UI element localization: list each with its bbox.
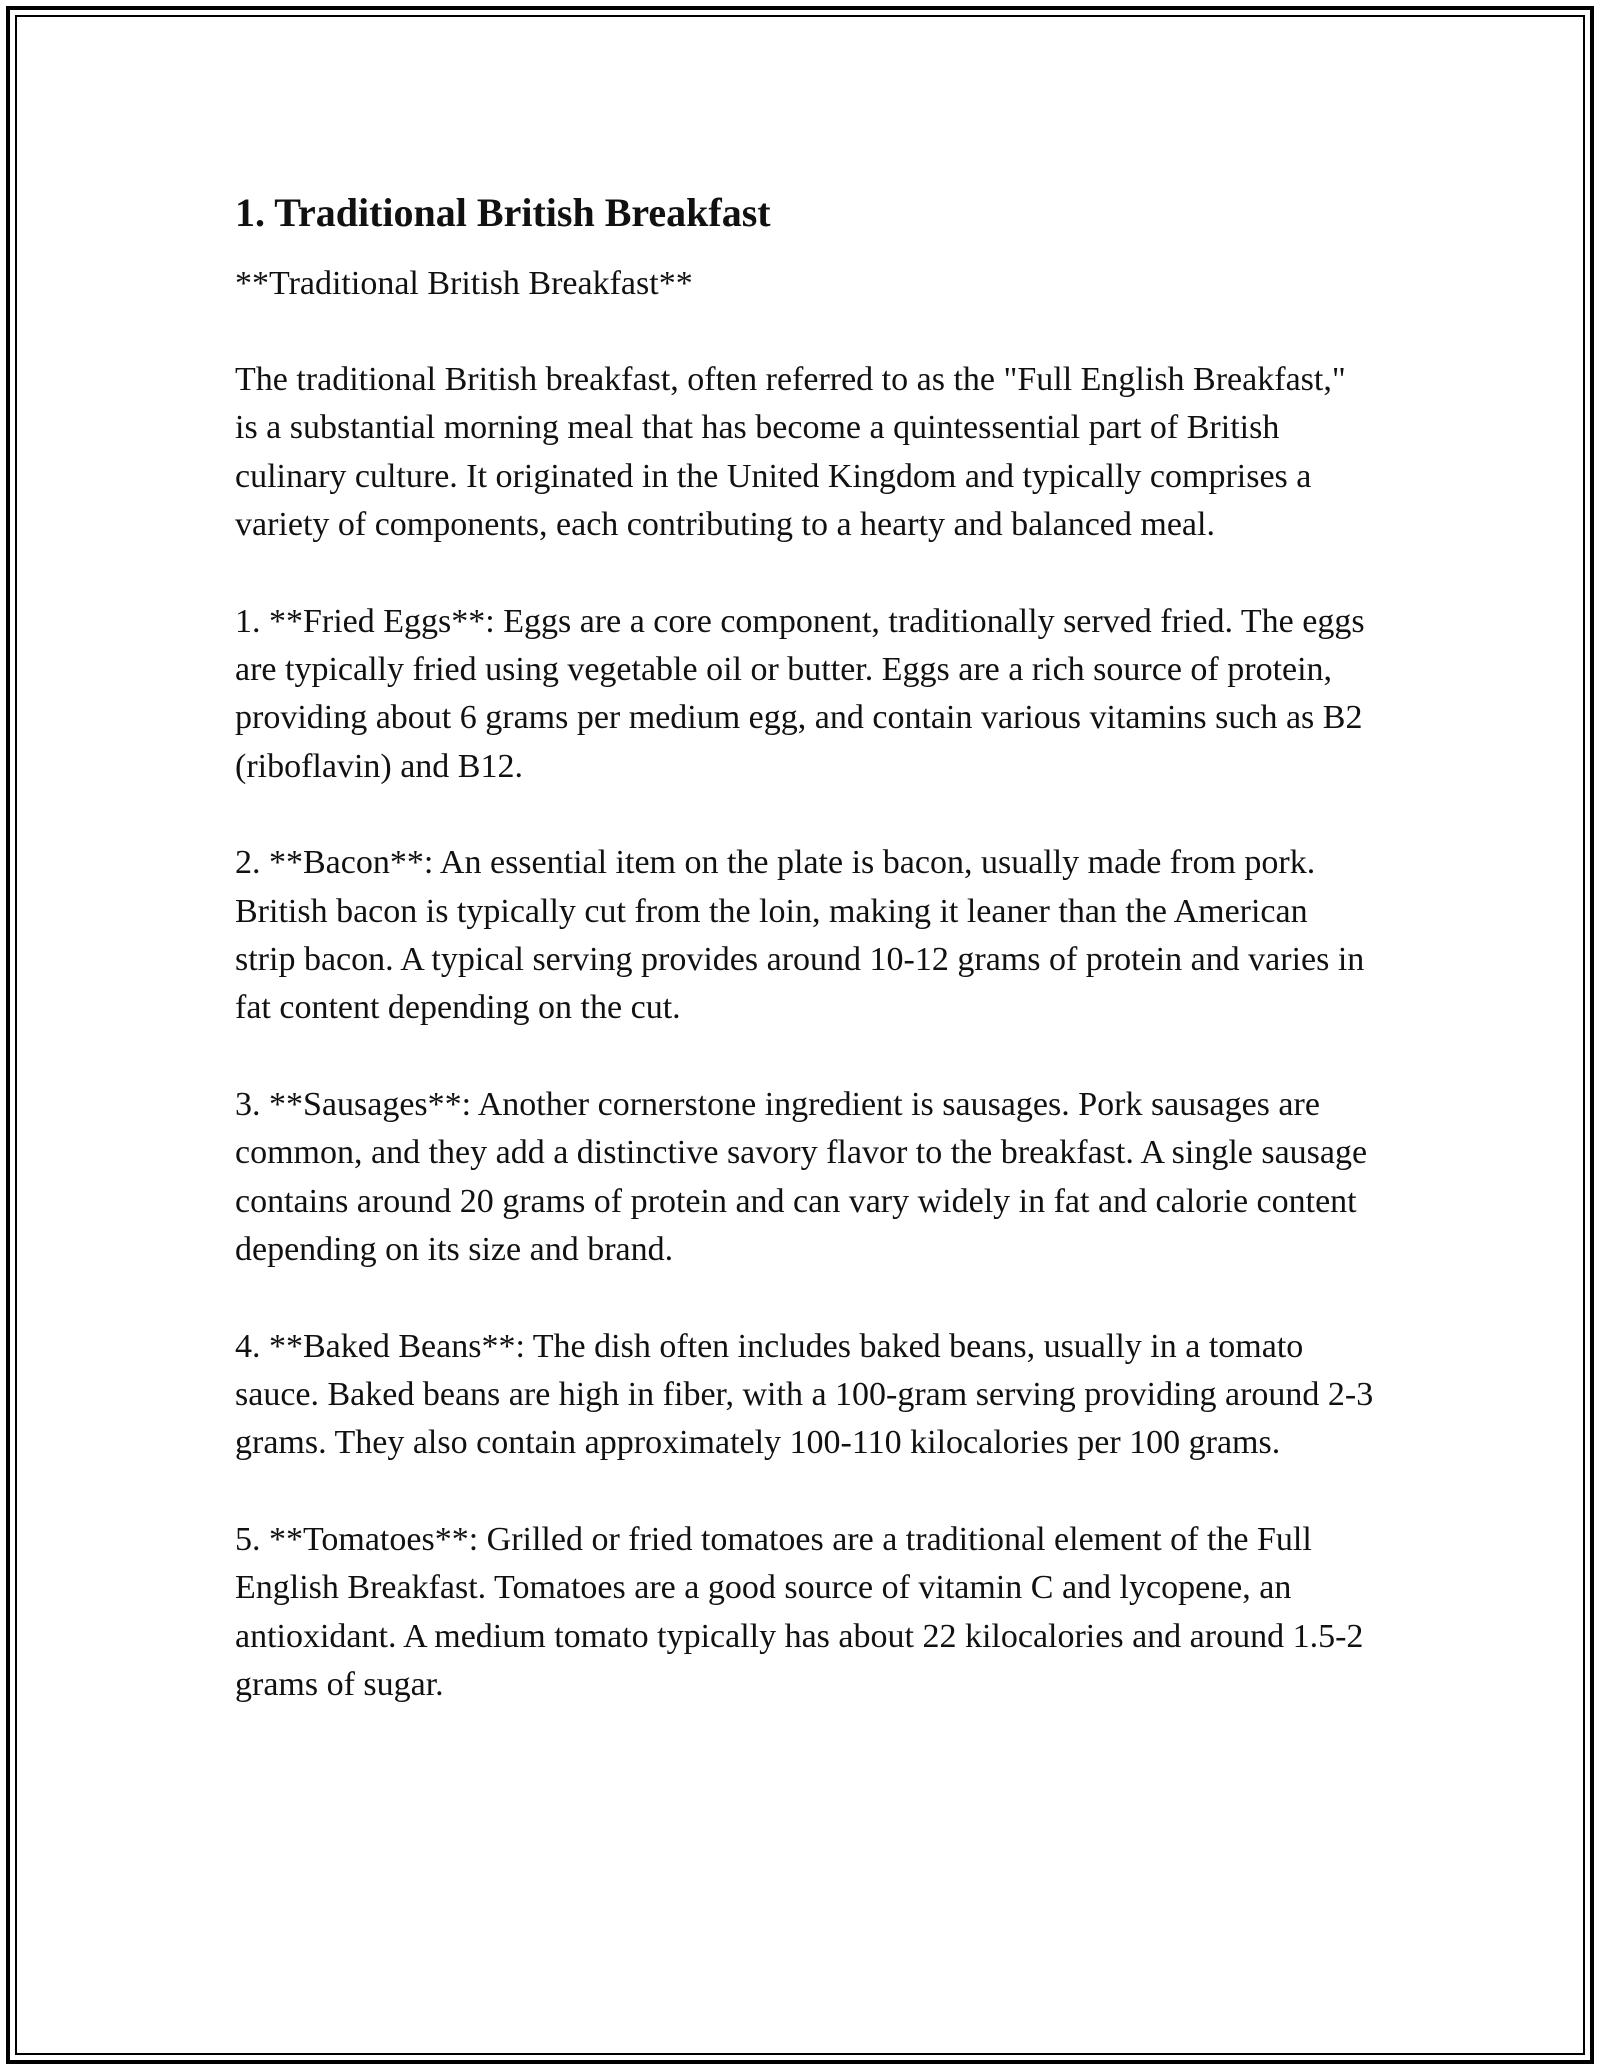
fried-eggs-paragraph: 1. **Fried Eggs**: Eggs are a core component, traditionally served fried. The eggs are typically fried using vegetable oil or butter. Eggs are a rich source of protein, providing about 6 grams per medium egg, and contain various vitamins such as B2 (riboflavin) and B12.	[235, 602, 1365, 785]
section-heading: 1. Traditional British Breakfast	[235, 190, 771, 235]
sausages-paragraph: 3. **Sausages**: Another cornerstone ingredient is sausages. Pork sausages are common, and they add a distinctive savory flavor to the breakfast. A single sausage contains around 20 grams of protein and can vary widely in fat and calorie content depending on its size and brand.	[235, 1085, 1368, 1269]
document-body	[235, 188, 1375, 1709]
tomatoes-paragraph: 5. **Tomatoes**: Grilled or fried tomatoes are a traditional element of the Full English Breakfast. Tomatoes are a good source of vitamin C and lycopene, an antioxidant. A medium tomato typically has about 22 kilocalories and around 1.5-2 grams of sugar.	[235, 1520, 1364, 1703]
baked-beans-paragraph: 4. **Baked Beans**: The dish often includes baked beans, usually in a tomato sauce. Baked beans are high in fiber, with a 100-gram serving providing around 2-3 grams. They also contain approximately 100-110 kilocalories per 100 grams.	[235, 1327, 1374, 1462]
section-subtitle: **Traditional British Breakfast**	[235, 265, 693, 302]
intro-paragraph: The traditional British breakfast, often referred to as the "Full English Breakfast," is a substantial morning meal that has become a quintessential part of British culinary culture. It originated in the United Kingdom and typically comprises a variety of components, each contributing to a hearty and balanced meal.	[235, 361, 1346, 544]
bacon-paragraph: 2. **Bacon**: An essential item on the plate is bacon, usually made from pork. British bacon is typically cut from the loin, making it leaner than the American strip bacon. A typical serving provides around 10-12 grams of protein and varies in fat content depending on the cut.	[235, 844, 1365, 1027]
